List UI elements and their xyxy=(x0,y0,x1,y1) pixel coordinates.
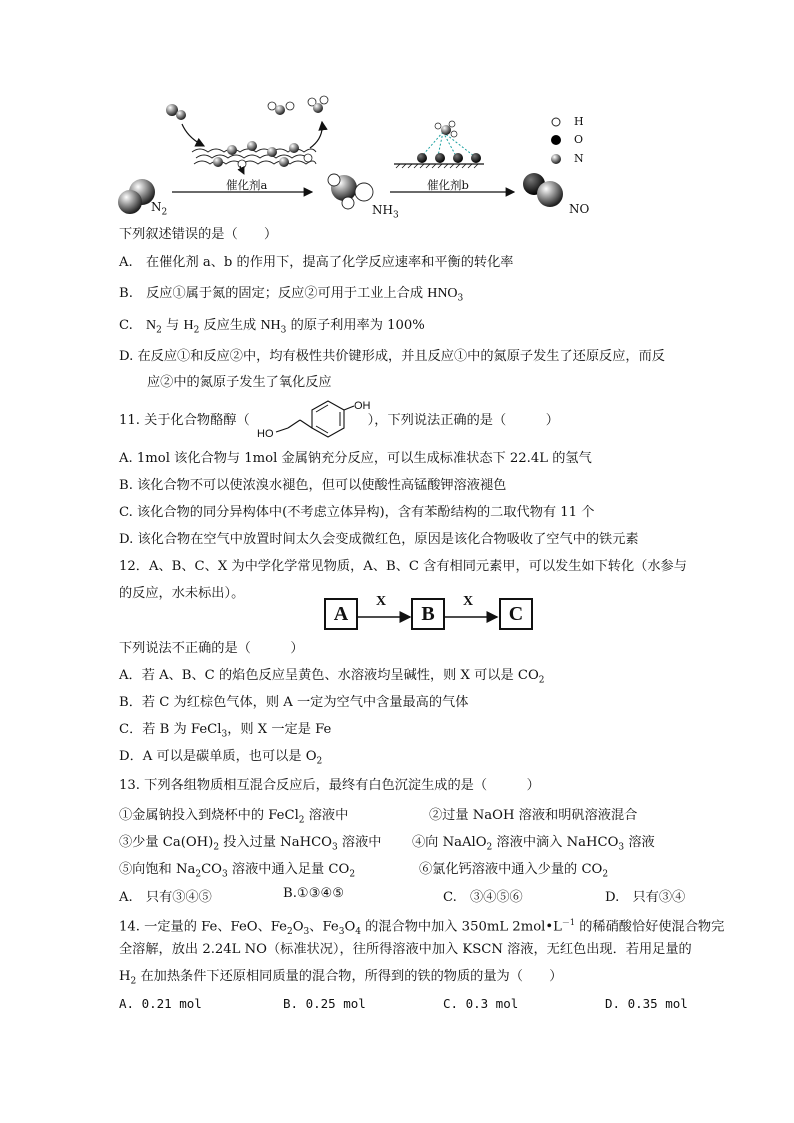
arrow-label-x1: X xyxy=(376,594,387,609)
oxygen-legend-icon xyxy=(551,135,561,145)
q12-stem-line2: 的反应，水未标出）。 xyxy=(119,586,245,601)
arrow-label-x2: X xyxy=(463,594,474,609)
q10-option-d-line2: 应②中的氮原子发生了氧化反应 xyxy=(147,375,332,390)
q13-option-a: A. 只有③④⑤ xyxy=(119,890,212,905)
catalyst-a-label: 催化剂a xyxy=(226,178,268,192)
q11-option-a: A. 1mol 该化合物与 1mol 金属钠充分反应，可以生成标准状态下 22.4L 的氢气 xyxy=(119,451,592,466)
q12-stem-line1: 12．A、B、C、X 为中学化学常见物质，A、B、C 含有相同元素甲，可以发生如下转化（水参与 xyxy=(119,559,687,574)
q12-option-d: D．A 可以是碳单质，也可以是 $O_2$ xyxy=(119,749,323,767)
q13-item-6: ⑥氯化钙溶液中通入少量的 $CO_2$ xyxy=(419,862,609,880)
catalyst-b-surface xyxy=(394,121,484,168)
q14-line1: 14. 一定量的 Fe、FeO、$Fe_2O_3$、$Fe_3O_4$ 的混合物中加入 350mL $2mol•L^{-1}$ 的稀硝酸恰好使混合物完 xyxy=(119,918,725,938)
q11-stem: 11. 关于化合物酪醇（ ），下列说法正确的是（ ） xyxy=(119,413,559,428)
nh3-label: $NH_3$ xyxy=(372,203,399,221)
legend-n-label: N xyxy=(574,152,584,165)
struct-ho-label: HO xyxy=(257,428,274,440)
legend-o-label: O xyxy=(574,133,584,146)
q14-option-d: D. 0.35 mol xyxy=(605,996,688,1011)
q14-option-b: B. 0.25 mol xyxy=(283,996,366,1011)
q12-option-a: A．若 A、B、C 的焰色反应呈黄色、水溶液均呈碱性，则 X 可以是 $CO_2$ xyxy=(119,668,545,686)
q13-item-5: ⑤向饱和 $Na_2CO_3$ 溶液中通入足量 $CO_2$ xyxy=(119,862,356,880)
q10-stem: 下列叙述错误的是（ ） xyxy=(119,227,278,242)
q11-option-c: C. 该化合物的同分异构体中(不考虑立体异构)，含有苯酚结构的二取代物有 11 个 xyxy=(119,505,595,520)
n2-label: $N_2$ xyxy=(151,200,168,218)
q12-ask: 下列说法不正确的是（ ） xyxy=(119,641,304,656)
box-a: A xyxy=(324,598,358,630)
q13-option-b: B.①③④⑤ xyxy=(283,886,345,901)
no-label: NO xyxy=(569,202,590,216)
q13-item-1: ①金属钠投入到烧杯中的 FeCl$_2$ 溶液中 xyxy=(119,808,349,826)
q14-line2: 全溶解，放出 2.24L NO（标准状况），往所得溶液中加入 KSCN 溶液，无红色出现．若用足量的 xyxy=(119,942,692,957)
q10-option-a: A. 在催化剂 a、b 的作用下，提高了化学反应速率和平衡的转化率 xyxy=(119,255,514,270)
box-b: B xyxy=(411,598,445,630)
q13-stem: 13. 下列各组物质相互混合反应后，最终有白色沉淀生成的是（ ） xyxy=(119,778,540,793)
q13-item-2: ②过量 NaOH 溶液和明矾溶液混合 xyxy=(429,808,638,823)
struct-oh-label: OH xyxy=(354,400,371,412)
q10-option-b: B. 反应①属于氮的固定；反应②可用于工业上合成 $HNO_3$ xyxy=(119,286,464,304)
nitrogen-legend-icon xyxy=(551,154,561,164)
reaction-scheme-figure xyxy=(112,88,612,224)
atom-legend xyxy=(551,118,561,164)
q11-option-b: B. 该化合物不可以使浓溴水褪色，但可以使酸性高锰酸钾溶液褪色 xyxy=(119,478,507,493)
catalyst-b-label: 催化剂b xyxy=(427,178,469,192)
q11-option-d: D. 该化合物在空气中放置时间太久会变成微红色，原因是该化合物吸收了空气中的铁元素 xyxy=(119,532,639,547)
q13-option-d: D. 只有③④ xyxy=(605,890,686,905)
q14-option-c: C. 0.3 mol xyxy=(443,996,519,1011)
q14-line3: $H_2$ 在加热条件下还原相同质量的混合物，所得到的铁的物质的量为（ ） xyxy=(119,969,563,987)
n-atom-icon xyxy=(118,190,142,214)
box-c: C xyxy=(499,598,533,630)
q14-option-a: A. 0.21 mol xyxy=(119,996,202,1011)
q13-item-3: ③少量 $Ca(OH)_2$ 投入过量 NaHCO$_3$ 溶液中 xyxy=(119,835,382,853)
q13-item-4: ④向 NaAlO$_2$ 溶液中滴入 NaHCO$_3$ 溶液 xyxy=(412,835,655,853)
q10-option-c: C. $N_2$ 与 $H_2$ 反应生成 $NH_3$ 的原子利用率为 100% xyxy=(119,318,425,336)
legend-h-label: H xyxy=(574,115,584,128)
q10-option-d-line1: D. 在反应①和反应②中，均有极性共价键形成，并且反应①中的氮原子发生了还原反应，而反 xyxy=(119,349,665,364)
hydrogen-legend-icon xyxy=(552,118,560,126)
q13-option-c: C. ③④⑤⑥ xyxy=(443,890,523,905)
q12-option-b: B．若 C 为红棕色气体，则 A 一定为空气中含量最高的气体 xyxy=(119,695,469,710)
q12-option-c: C．若 B 为 FeCl$_3$，则 X 一定是 Fe xyxy=(119,722,332,740)
